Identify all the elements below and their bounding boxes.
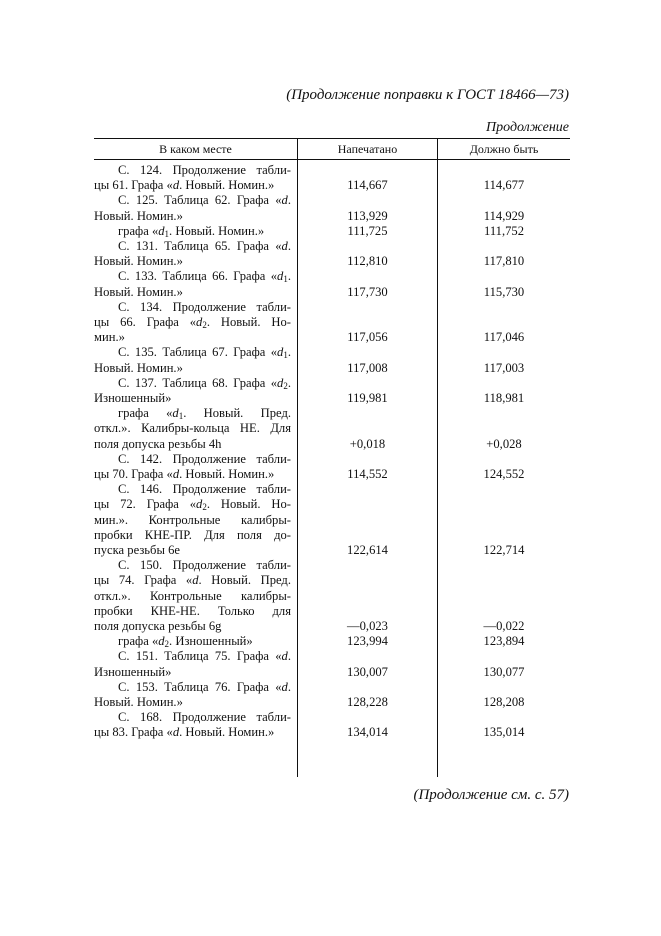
row-place-line: поля допуска резьбы 6g <box>94 619 222 633</box>
row-should-be-value: 118,981 <box>483 391 525 405</box>
row-place-line: С. 142. Продолжение табли- <box>118 451 291 466</box>
row-place-line: С. 168. Продолжение табли- <box>118 710 291 725</box>
row-place-line: цы 66. Графа «$d_2$. Новый. Но- <box>94 315 291 330</box>
row-place-line: С. 151. Таблица 75. Графа «d. <box>118 649 291 664</box>
row-should-be-value: 111,752 <box>484 223 524 238</box>
row-place-line: Изношенный» <box>94 664 172 679</box>
row-place-line: мин.» <box>94 330 125 345</box>
row-place-line: пробки КНЕ-НЕ. Только для <box>94 603 291 618</box>
row-place-line: С. 134. Продолжение табли- <box>118 299 291 314</box>
row-place-line: графа «$d_2$. Изношенный» <box>118 634 253 650</box>
row-printed-value: 111,725 <box>347 223 388 238</box>
row-printed-value: 122,614 <box>347 543 388 557</box>
row-should-be-value: 135,014 <box>483 725 525 740</box>
row-place-line: С. 124. Продолжение табли- <box>118 163 291 177</box>
row-should-be-value: 122,714 <box>483 543 525 557</box>
row-place-line: Новый. Номин.» <box>94 254 183 269</box>
row-place-line: Новый. Номин.» <box>94 695 183 709</box>
row-printed-value: 114,552 <box>347 467 388 481</box>
continuation-footer-note: (Продолжение см. с. 57) <box>413 787 569 803</box>
table-header-rule <box>94 159 570 160</box>
row-place-line: Новый. Номин.» <box>94 208 183 223</box>
row-place-line: цы 72. Графа «$d_2$. Новый. Но- <box>94 497 291 513</box>
row-printed-value: 117,056 <box>347 330 388 345</box>
row-place-line: Новый. Номин.» <box>94 360 183 375</box>
correction-header-note: (Продолжение поправки к ГОСТ 18466—73) <box>286 87 569 103</box>
row-should-be-value: 115,730 <box>483 284 525 299</box>
row-should-be-value: 114,929 <box>483 208 525 223</box>
row-place-line: С. 137. Таблица 68. Графа «$d_2$. <box>118 375 291 391</box>
table-top-rule <box>94 138 570 139</box>
row-should-be-value: 117,810 <box>483 254 525 269</box>
row-printed-value: 119,981 <box>347 391 388 405</box>
row-printed-value: 128,228 <box>347 695 388 709</box>
row-printed-value: —0,023 <box>347 619 388 633</box>
row-printed-value: 134,014 <box>347 725 388 740</box>
row-should-be-value: +0,028 <box>486 436 522 451</box>
row-place-line: С. 146. Продолжение табли- <box>118 482 291 497</box>
row-should-be-value: 124,552 <box>483 467 525 481</box>
row-printed-value: 112,810 <box>347 254 388 269</box>
row-place-line: цы 74. Графа «d. Новый. Пред. <box>94 573 291 588</box>
column-header-printed: Напечатано <box>337 142 398 156</box>
row-should-be-value: 130,077 <box>483 664 525 679</box>
row-place-line: пуска резьбы 6е <box>94 543 180 557</box>
row-place-line: графа «$d_1$. Новый. Пред. <box>118 406 291 422</box>
row-place-line: С. 135. Таблица 67. Графа «$d_1$. <box>118 345 291 361</box>
row-printed-value: +0,018 <box>349 436 386 451</box>
row-place-line: С. 131. Таблица 65. Графа «d. <box>118 239 291 253</box>
row-printed-value: 130,007 <box>347 664 388 679</box>
row-printed-value: 117,730 <box>347 284 388 299</box>
column-header-should-be: Должно быть <box>469 142 539 156</box>
row-place-line: пробки КНЕ-ПР. Для поля до- <box>94 527 291 542</box>
corrections-table <box>94 138 570 777</box>
row-place-line: С. 150. Продолжение табли- <box>118 558 291 573</box>
row-place-line: откл.». Контрольные калибры- <box>94 588 291 603</box>
row-place-line: мин.». Контрольные калибры- <box>94 512 291 527</box>
row-place-line: цы 70. Графа «d. Новый. Номин.» <box>94 467 275 481</box>
row-printed-value: 123,994 <box>347 634 388 649</box>
row-place-line: графа «$d_1$. Новый. Номин.» <box>118 223 265 239</box>
row-should-be-value: —0,022 <box>483 619 525 633</box>
column-header-place: В каком месте <box>159 142 232 156</box>
row-should-be-value: 114,677 <box>483 178 525 193</box>
row-printed-value: 113,929 <box>347 208 388 223</box>
row-place-line: поля допуска резьбы 4h <box>94 436 222 451</box>
continuation-label: Продолжение <box>486 120 569 135</box>
row-place-line: С. 133. Таблица 66. Графа «$d_1$. <box>118 269 291 285</box>
row-place-line: цы 61. Графа «d. Новый. Номин.» <box>94 178 275 193</box>
row-place-line: откл.». Калибры-кольца НЕ. Для <box>94 421 291 436</box>
row-should-be-value: 117,046 <box>483 330 525 345</box>
row-printed-value: 114,667 <box>347 178 388 193</box>
row-place-line: Новый. Номин.» <box>94 284 183 299</box>
row-place-line: Изношенный» <box>94 391 172 405</box>
row-should-be-value: 123,894 <box>483 634 525 649</box>
row-printed-value: 117,008 <box>347 360 388 375</box>
row-should-be-value: 128,208 <box>483 695 525 709</box>
row-place-line: цы 83. Графа «d. Новый. Номин.» <box>94 725 275 740</box>
row-should-be-value: 117,003 <box>483 360 525 375</box>
row-place-line: С. 125. Таблица 62. Графа «d. <box>118 193 291 208</box>
row-place-line: С. 153. Таблица 76. Графа «d. <box>118 679 291 694</box>
